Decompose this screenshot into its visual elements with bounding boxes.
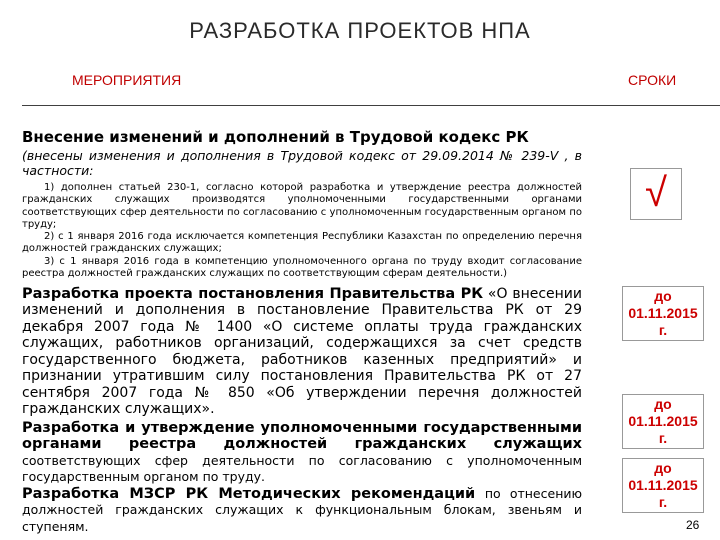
item4-deadline: до 01.11.2015 г. bbox=[622, 458, 704, 513]
item2-text: «О внесении изменений и дополнения в постановление Правительства РК от 29 декабря 2007 года № 1400 «О системе оплаты труда гражданских служащих, работников организаций, содержащихся за счет средств государственного бюджета, работников казенных предприятий» и признании утратившим силу постановления Правительства РК от 27 сентября 2007 года № 850 «Об утверждении перечня должностей гражданских служащих». bbox=[22, 285, 583, 418]
header-divider bbox=[22, 105, 720, 106]
item2-heading: Разработка проекта постановления Правительства РК bbox=[22, 285, 484, 302]
item2-block bbox=[22, 255, 583, 420]
events-column bbox=[22, 128, 582, 535]
item3-text: соответствующих сфер деятельности по согласованию с уполномоченным государственным органом по труду. bbox=[22, 452, 582, 485]
item3-deadline: до 01.11.2015 г. bbox=[622, 394, 704, 449]
item4-paragraph bbox=[22, 486, 582, 536]
item4-text: по отнесению должностей гражданских служащих к функциональным блокам, звеньям и ступеням. bbox=[22, 485, 583, 534]
slide-title: РАЗРАБОТКА ПРОЕКТОВ НПА bbox=[189, 18, 531, 43]
page-number: 26 bbox=[686, 518, 700, 532]
item4-heading: Разработка МЗСР РК Методических рекомендаций bbox=[22, 485, 476, 502]
item1-heading: Внесение изменений и дополнений в Трудовой кодекс РК bbox=[22, 128, 529, 146]
item1-point: 2) с 1 января 2016 года исключается компетенция Республики Казахстан по определению перечня должностей гражданских служащих; bbox=[22, 231, 582, 255]
column-header-events: МЕРОПРИЯТИЯ bbox=[72, 72, 182, 88]
item2-deadline: до 01.11.2015 г. bbox=[622, 286, 704, 341]
item3-paragraph bbox=[22, 420, 582, 486]
item1-point: 3) с 1 января 2016 года в компетенцию уполномоченного органа по труду входит согласование реестра должностей гражданских служащих по соответствующим сферам деятельности.) bbox=[22, 255, 582, 280]
done-checkmark-icon: √ bbox=[630, 168, 682, 220]
column-header-deadlines: СРОКИ bbox=[628, 72, 677, 88]
item1-point: 1) дополнен статьей 230-1, согласно которой разработка и утверждение реестра должностей гражданских служащих производятся уполномоченными государственными органами соответствующих сфер деятельности по согласованию с уполномоченным государственным органом по труду; bbox=[22, 182, 582, 230]
item2-paragraph bbox=[22, 286, 582, 418]
item3-heading: Разработка и утверждение уполномоченными государственными органами реестра должностей гражданских служащих bbox=[22, 419, 582, 453]
item1-note: (внесены изменения и дополнения в Трудовой кодекс от 29.09.2014 № 239-V , в частности: bbox=[22, 148, 582, 178]
